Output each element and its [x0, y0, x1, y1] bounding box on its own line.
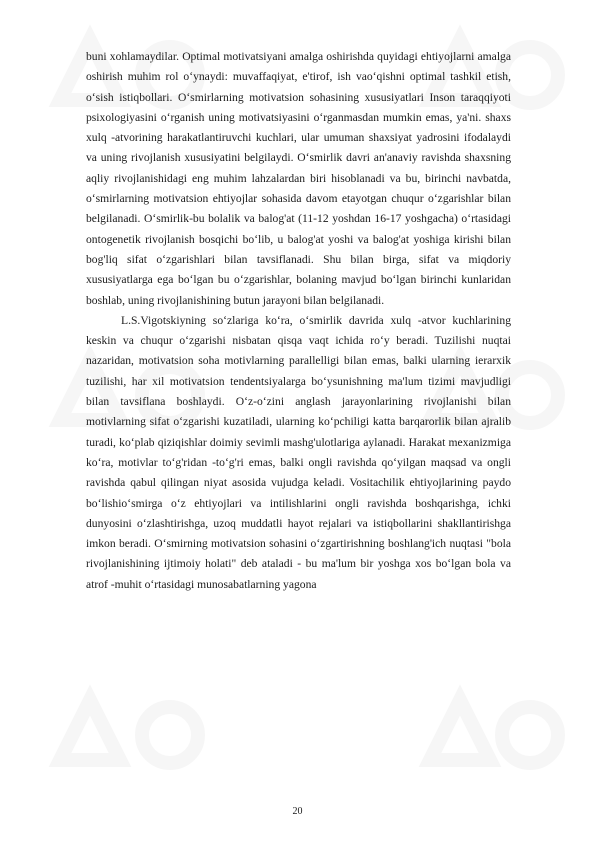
paragraph-2: L.S.Vigotskiyning so‘zlariga ko‘ra, o‘smirlik davrida xulq -atvor kuchlarining keskin va chuqur o‘zgarishi nisbatan qisqa vaqt ichida ro‘y beradi. Tuzilishi nuqtai nazaridan, motivatsion soha motivlarning parallelligi bilan emas, balki ularning ierarxik tuzilishi, har xil motivatsion tendentsiyalarga bo‘ysunishning ma'lum tizimi mavjudligi bilan tavsiflana boshlaydi. O‘z-o‘zini anglash jarayonlarining rivojlanishi bilan motivlarning sifat o‘zgarishi kuzatiladi, ularning ko‘pchiligi katta barqarorlik bilan ajralib turadi, ko‘plab qiziqishlar doimiy sevimli mashg'ulotlariga aylanadi. Harakat mexanizmiga ko‘ra, motivlar to‘g'ridan -to‘g'ri emas, balki ongli ravishda qo‘yilgan maqsad va ongli ravishda qabul qilingan niyat asosida vujudga keladi. Vositachilik ehtiyojlarining paydo bo‘lishio‘smirga o‘z ehtiyojlari va intilishlarini ongli ravishda boshqarishga, ichki dunyosini o‘zlashtirishga, uzoq muddatli hayot rejalari va istiqbollarini shakllantirishga imkon beradi. O‘smirning motivatsion sohasini o‘zgartirishning boshlang'ich nuqtasi "bola rivojlanishining ijtimoiy holati" deb ataladi - bu ma'lum bir yoshga xos bo‘lgan bola va atrof -muhit o‘rtasidagi munosabatlarning yagona	[86, 313, 511, 591]
page-number: 20	[292, 806, 303, 817]
body-text	[86, 47, 511, 595]
paragraph-1: buni xohlamaydilar. Optimal motivatsiyani amalga oshirishda quyidagi ehtiyojlarni amalga oshirish muhim rol o‘ynaydi: muvaffaqiyat, e'tirof, ish vao‘qishni optimal tashkil etish, o‘sish istiqbollari. O‘smirlarning motivatsion sohasining xususiyatlari Inson taraqqiyoti psixologiyasini o‘rganish uning motivatsiyasini o‘rganmasdan mumkin emas, ya'ni. shaxs xulq -atvorining harakatlantiruvchi kuchlari, ular umuman shaxsiyat yadrosini ifodalaydi va uning rivojlanish xususiyatini belgilaydi. O‘smirlik davri an'anaviy ravishda shaxsning aqliy rivojlanishidagi eng muhim lahzalardan biri hisoblanadi va bu, birinchi navbatda, o‘smirlarning motivatsion ehtiyojlar sohasida davom etayotgan chuqur o‘zgarishlar bilan belgilanadi. O‘smirlik-bu bolalik va balog'at (11-12 yoshdan 16-17 yoshgacha) o‘rtasidagi ontogenetik rivojlanish bosqichi bo‘lib, u balog'at yoshi va balog'at yoshiga kirishi bilan bog'liq sifat o‘zgarishlari bilan tavsiflanadi. Shu bilan birga, sifat va miqdoriy xususiyatlarga ega bo‘lgan bu o‘zgarishlar, bolaning mavjud bo‘lgan birinchi kunlaridan boshlab, uning rivojlanishining butun jarayoni bilan belgilanadi.	[86, 50, 511, 307]
